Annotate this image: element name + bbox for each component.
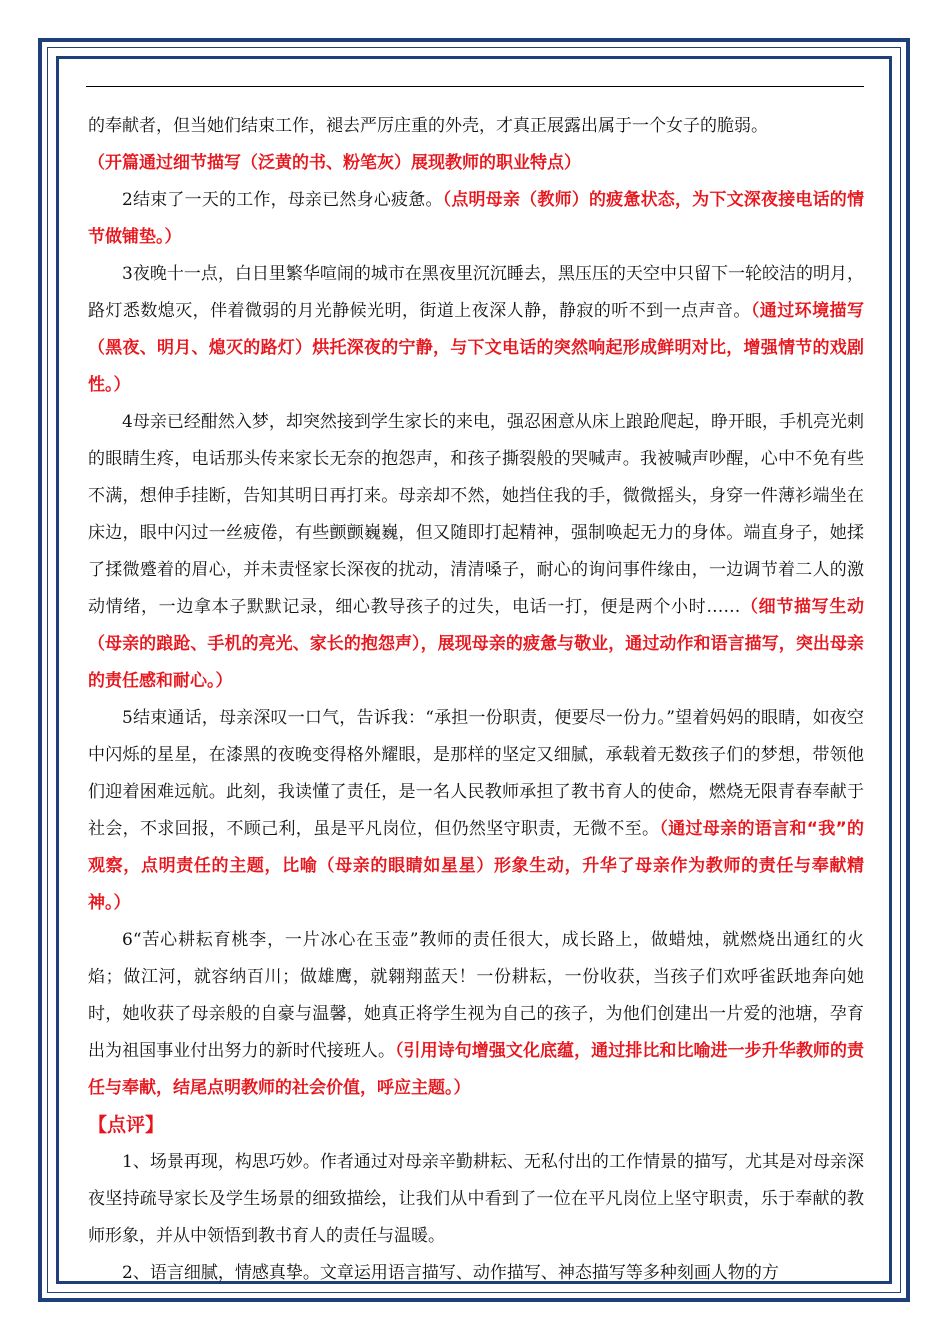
review-close-bracket: 】: [145, 1114, 165, 1136]
essay-paragraph-continued: [88, 108, 864, 182]
annotation-note: （通过环境描写（黑夜、明月、熄灭的路灯）烘托深夜的宁静，与下文电话的突然响起形成鲜明对比，增强情节的戏剧性。）: [88, 301, 865, 395]
paragraph-text: 3夜晚十一点，白日里繁华喧闹的城市在黑夜里沉沉睡去，黑压压的天空中只留下一轮皎洁的明月，路灯悉数熄灭，伴着微弱的月光静候光明，街道上夜深人静，静寂的听不到一点声音。: [88, 264, 864, 321]
review-open-bracket: 【: [88, 1114, 108, 1136]
essay-paragraph-6: [88, 922, 864, 1107]
essay-paragraph-5: [88, 700, 864, 922]
paragraph-text: 6“苦心耕耘育桃李，一片冰心在玉壶”教师的责任很大，成长路上，做蜡烛，就燃烧出通红的火焰；做江河，就容纳百川；做雄鹰，就翱翔蓝天！一份耕耘，一份收获，当孩子们欢呼雀跃地奔向她时，她收获了母亲般的自豪与温馨，她真正将学生视为自己的孩子，为他们创建出一片爱的池塘，孕育出为祖国事业付出努力的新时代接班人。: [88, 930, 864, 1061]
document-body: [88, 108, 864, 1292]
review-paragraph-1: 1、场景再现，构思巧妙。作者通过对母亲辛勤耕耘、无私付出的工作情景的描写，尤其是对母亲深夜坚持疏导家长及学生场景的细致描绘，让我们从中看到了一位在平凡岗位上坚守职责，乐于奉献的教师形象，并从中领悟到教书育人的责任与温暖。: [88, 1152, 864, 1246]
essay-paragraph-3: [88, 256, 864, 404]
paragraph-text: 2结束了一天的工作，母亲已然身心疲惫。: [122, 190, 443, 210]
paragraph-text: 5结束通话，母亲深叹一口气，告诉我：“承担一份职责，便要尽一份力。”望着妈妈的眼睛，如夜空中闪烁的星星，在漆黑的夜晚变得格外耀眼，是那样的坚定又细腻，承载着无数孩子们的梦想，带领他们迎着困难远航。此刻，我读懂了责任，是一名人民教师承担了教书育人的使命，燃烧无限青春奉献于社会，不求回报，不顾己利，虽是平凡岗位，但仍然坚守职责，无微不至。: [88, 708, 864, 839]
essay-paragraph-4: [88, 404, 864, 700]
paragraph-text: 的奉献者，但当她们结束工作，褪去严厉庄重的外壳，才真正展露出属于一个女子的脆弱。: [88, 116, 768, 136]
header-rule: [86, 86, 864, 87]
annotation-note: （通过母亲的语言和“我”的观察，点明责任的主题，比喻（母亲的眼睛如星星）形象生动，升华了母亲作为教师的责任与奉献精神。）: [88, 819, 864, 913]
annotation-note: （点明母亲（教师）的疲惫状态，为下文深夜接电话的情节做铺垫。）: [88, 190, 864, 247]
paragraph-text: 4母亲已经酣然入梦，却突然接到学生家长的来电，强忍困意从床上踉跄爬起，睁开眼，手机亮光刺的眼睛生疼，电话那头传来家长无奈的抱怨声，和孩子撕裂般的哭喊声。我被喊声吵醒，心中不免有些不满，想伸手挂断，告知其明日再打来。母亲却不然，她挡住我的手，微微摇头，身穿一件薄衫端坐在床边，眼中闪过一丝疲倦，有些颤颤巍巍，但又随即打起精神，强制唤起无力的身体。端直身子，她揉了揉微蹙着的眉心，并未责怪家长深夜的扰动，清清嗓子，耐心的询问事件缘由，一边调节着二人的激动情绪，一边拿本子默默记录，细心教导孩子的过失，电话一打，便是两个小时……: [88, 412, 864, 617]
review-paragraph-2: 2、语言细腻，情感真挚。文章运用语言描写、动作描写、神态描写等多种刻画人物的方: [122, 1263, 779, 1283]
annotation-note: （细节描写生动（母亲的踉跄、手机的亮光、家长的抱怨声），展现母亲的疲惫与敬业，通过动作和语言描写，突出母亲的责任感和耐心。）: [88, 597, 865, 691]
essay-paragraph-2: [88, 182, 864, 256]
annotation-note: （开篇通过细节描写（泛黄的书、粉笔灰）展现教师的职业特点）: [88, 153, 581, 173]
review-heading: [88, 1107, 864, 1144]
annotation-note: （引用诗句增强文化底蕴，通过排比和比喻进一步升华教师的责任与奉献，结尾点明教师的社会价值，呼应主题。）: [88, 1041, 864, 1098]
review-title: 点评: [107, 1114, 146, 1136]
